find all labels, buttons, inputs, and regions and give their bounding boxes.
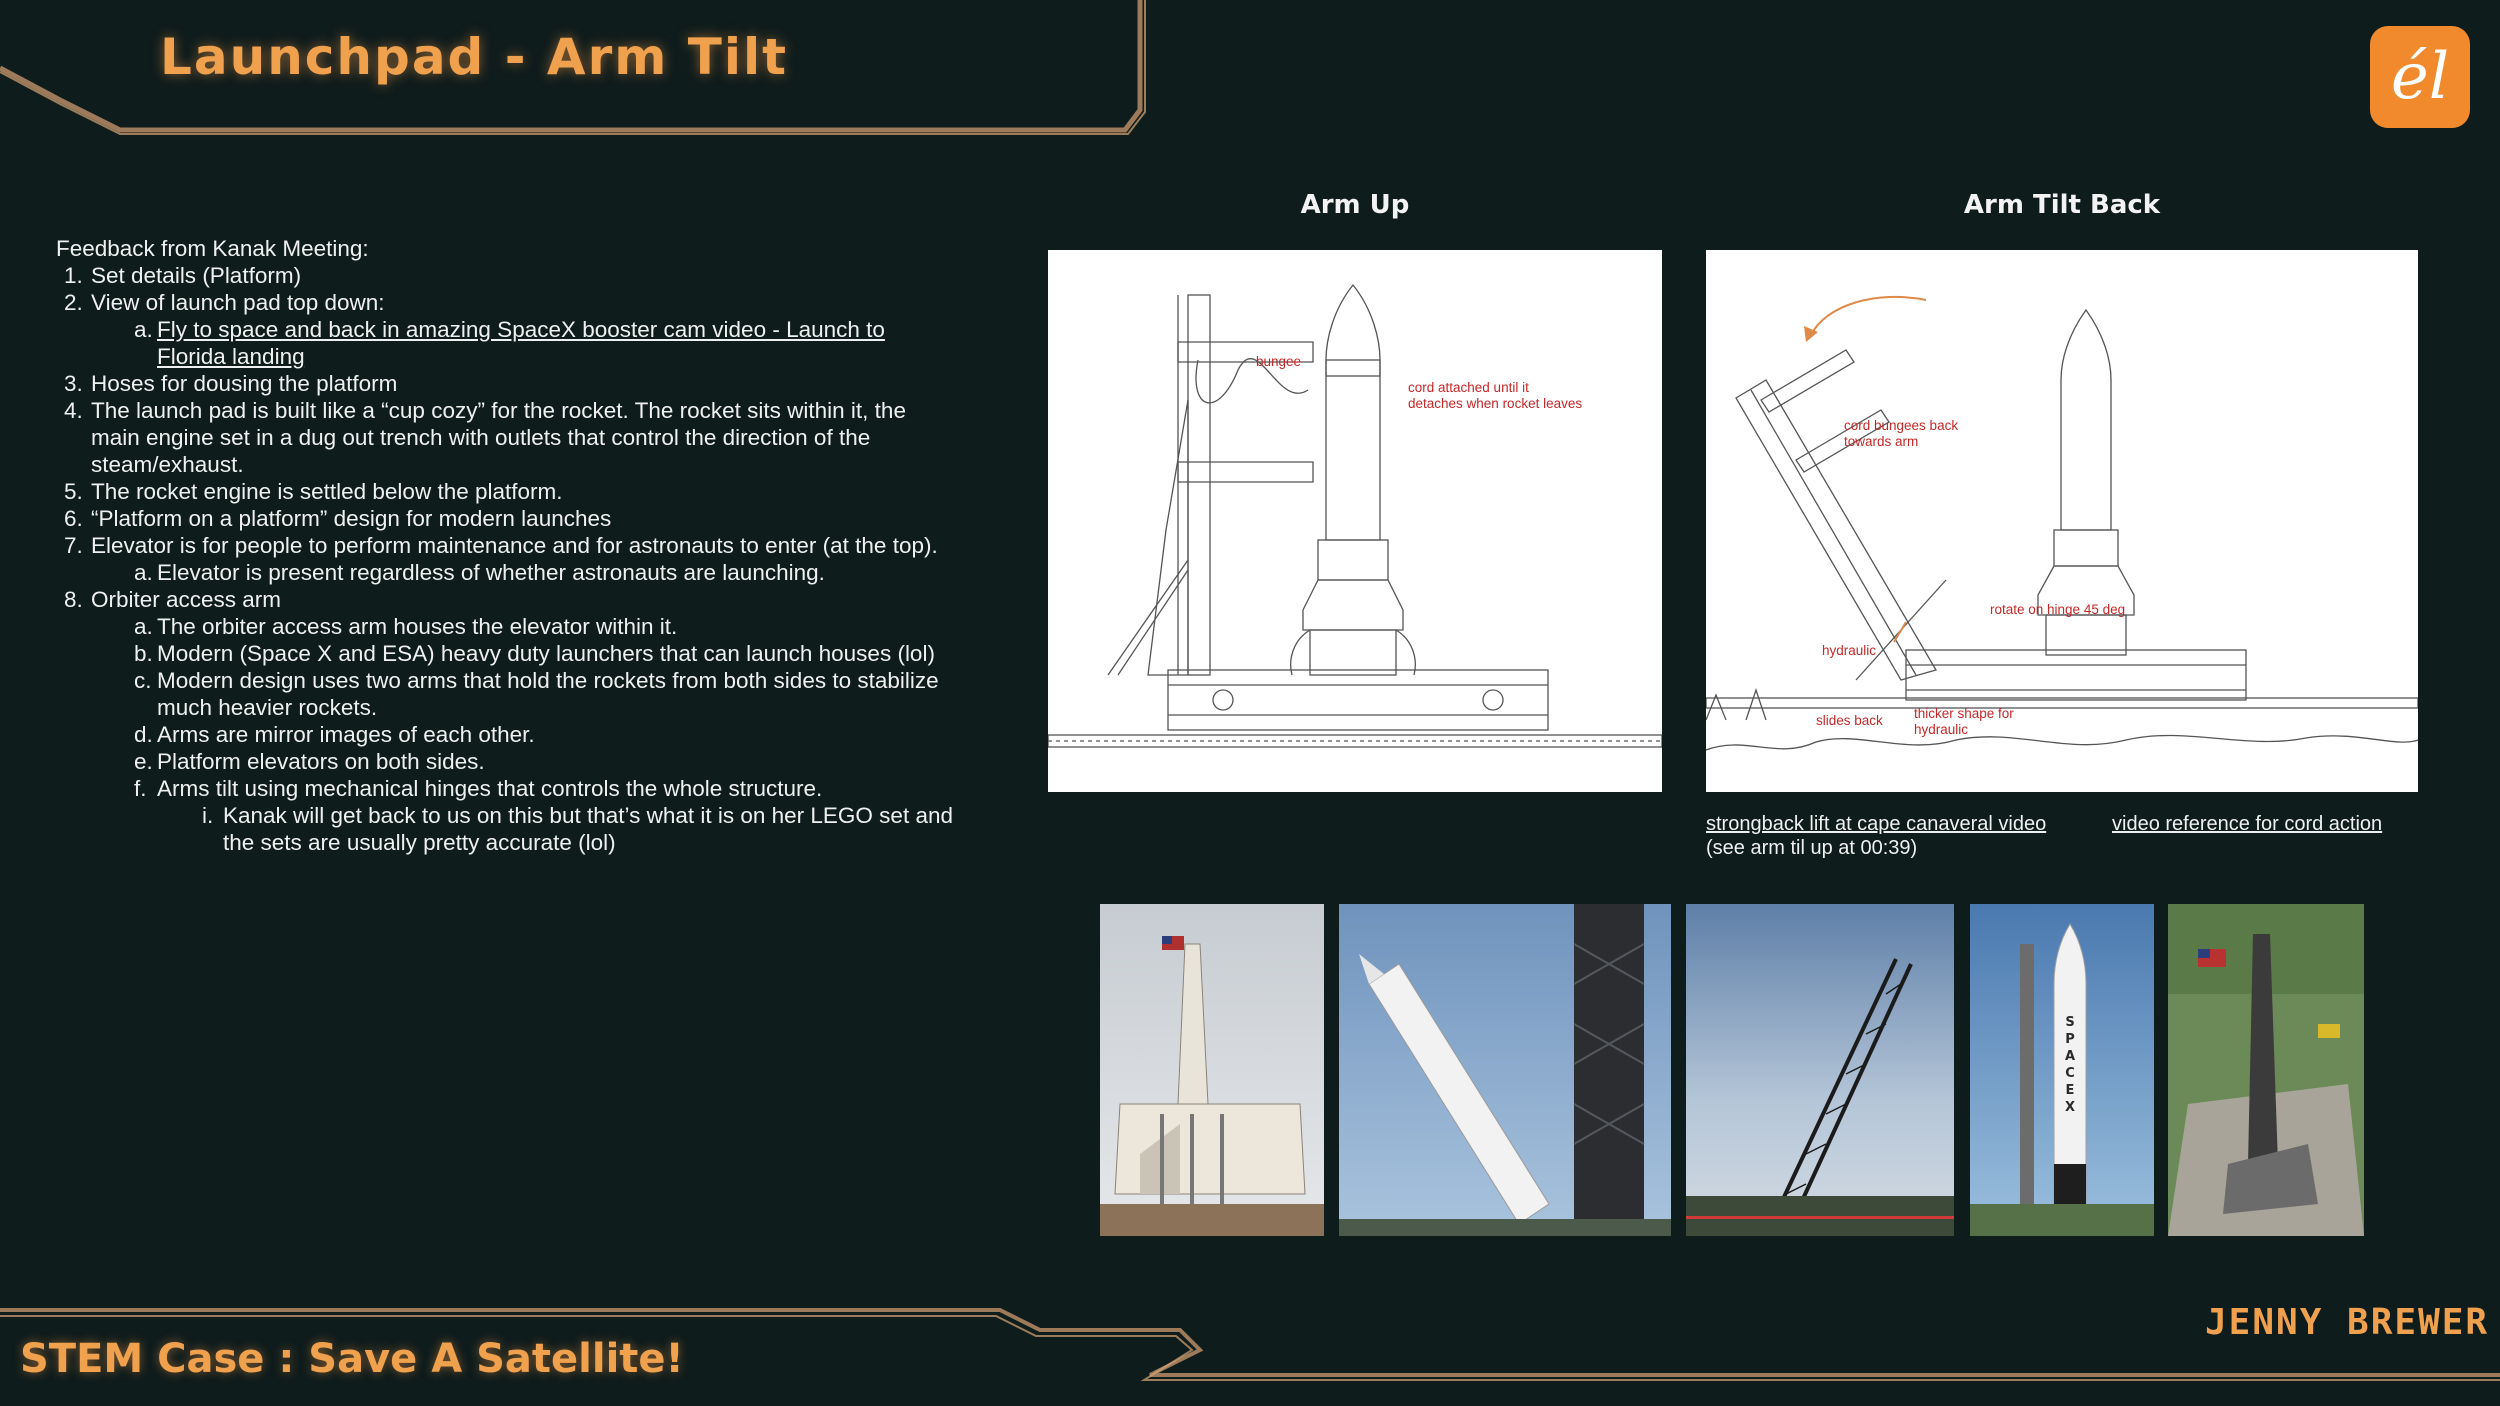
item-number: 2. (64, 290, 83, 315)
list-item (56, 505, 956, 532)
arm-tilt-back-heading: Arm Tilt Back (1963, 190, 2161, 220)
cord-video-link[interactable]: video reference for cord action (2112, 813, 2383, 835)
notes-list (56, 262, 956, 856)
arm-up-heading: Arm Up (1300, 190, 1410, 220)
list-item (124, 559, 956, 586)
item-number: 6. (64, 506, 83, 531)
list-item (124, 667, 956, 721)
list-item (56, 586, 956, 856)
cord-annotation: cord attached until it detaches when rocket leaves (1408, 380, 1583, 411)
list-item (56, 532, 956, 586)
item-text: Modern design uses two arms that hold the rockets from both sides to stabilize much heavier rockets. (157, 668, 939, 720)
item-number: 7. (64, 533, 83, 558)
list-item (56, 397, 956, 478)
notes-heading: Feedback from Kanak Meeting: (56, 236, 369, 261)
meeting-notes (56, 235, 956, 856)
item-number: 4. (64, 398, 83, 423)
list-item (124, 640, 956, 667)
item-text: Platform elevators on both sides. (157, 749, 485, 774)
item-text: The orbiter access arm houses the elevator within it. (157, 614, 678, 639)
item-number: 3. (64, 371, 83, 396)
bungee-annotation: bungee (1256, 354, 1302, 369)
launch-tower-aerial-photo (2168, 904, 2364, 1236)
slide-title: Launchpad - Arm Tilt (160, 28, 789, 86)
item-text: Elevator is for people to perform maintenance and for astronauts to enter (at the top). (91, 533, 938, 558)
item-text: Arms are mirror images of each other. (157, 722, 535, 747)
strongback-note: (see arm til up at 00:39) (1706, 837, 1918, 859)
list-item (56, 478, 956, 505)
arm-up-drawing (1048, 250, 1662, 792)
item-text: Orbiter access arm (91, 587, 282, 612)
spacex-rocket-photo (1970, 904, 2154, 1236)
list-item (124, 721, 956, 748)
list-item (190, 802, 956, 856)
strongback-video-link[interactable]: strongback lift at cape canaveral video (1706, 813, 2047, 835)
item-number: e. (134, 749, 153, 774)
item-number: 8. (64, 587, 83, 612)
spacex-label: SPACEX (2064, 1015, 2076, 1115)
list-item (56, 370, 956, 397)
strongback-reference (1706, 812, 2046, 860)
item-number: a. (134, 560, 153, 585)
author-name: JENNY BREWER (2205, 1302, 2490, 1343)
arm-tilt-back-sketch (1706, 250, 2418, 792)
cord-reference (2112, 812, 2382, 836)
item-text: “Platform on a platform” design for modern launches (91, 506, 612, 531)
rotate-annotation: rotate on hinge 45 deg (1990, 602, 2126, 617)
list-item (124, 316, 956, 370)
brand-logo: él (2370, 26, 2470, 128)
list-item (124, 613, 956, 640)
item-text: Arms tilt using mechanical hinges that controls the whole structure. (157, 776, 823, 801)
flag-tower-photo (1100, 904, 1324, 1236)
item-text: Elevator is present regardless of whether astronauts are launching. (157, 560, 825, 585)
item-number: f. (134, 776, 147, 801)
list-item (124, 748, 956, 775)
arm-tilt-back-drawing (1706, 250, 2418, 792)
list-item (56, 289, 956, 370)
rocket-tilt-photo (1339, 904, 1671, 1236)
arm-up-sketch (1048, 250, 1662, 792)
item-text: The rocket engine is settled below the platform. (91, 479, 563, 504)
item-number: b. (134, 641, 153, 666)
item-number: i. (202, 803, 214, 828)
item-number: c. (134, 668, 152, 693)
cord-bungees-annotation: cord bungees back towards arm (1844, 418, 1959, 449)
footer-title: STEM Case : Save A Satellite! (20, 1336, 684, 1382)
item-number: a. (134, 614, 153, 639)
item-text: Modern (Space X and ESA) heavy duty launchers that can launch houses (lol) (157, 641, 935, 666)
thicker-shape-annotation: thicker shape for hydraulic (1914, 706, 2014, 737)
item-text: View of launch pad top down: (91, 290, 385, 315)
item-number: d. (134, 722, 153, 747)
list-item (124, 775, 956, 856)
item-number: 5. (64, 479, 83, 504)
list-item (56, 262, 956, 289)
item-text: Kanak will get back to us on this but that’s what it is on her LEGO set and the sets are usually pretty accurate (lol) (223, 803, 953, 855)
hydraulic-annotation: hydraulic (1822, 643, 1877, 658)
item-text: The launch pad is built like a “cup cozy” for the rocket. The rocket sits within it, the main engine set in a dug out trench with outlets that control the direction of the steam/exhaust. (91, 398, 906, 477)
slides-back-annotation: slides back (1816, 713, 1883, 728)
item-number: a. (134, 317, 153, 342)
item-text: Set details (Platform) (91, 263, 302, 288)
crane-arm-photo (1686, 904, 1954, 1236)
booster-cam-video-link[interactable]: Fly to space and back in amazing SpaceX booster cam video - Launch to Florida landing (157, 317, 885, 369)
item-number: 1. (64, 263, 83, 288)
item-text: Hoses for dousing the platform (91, 371, 398, 396)
